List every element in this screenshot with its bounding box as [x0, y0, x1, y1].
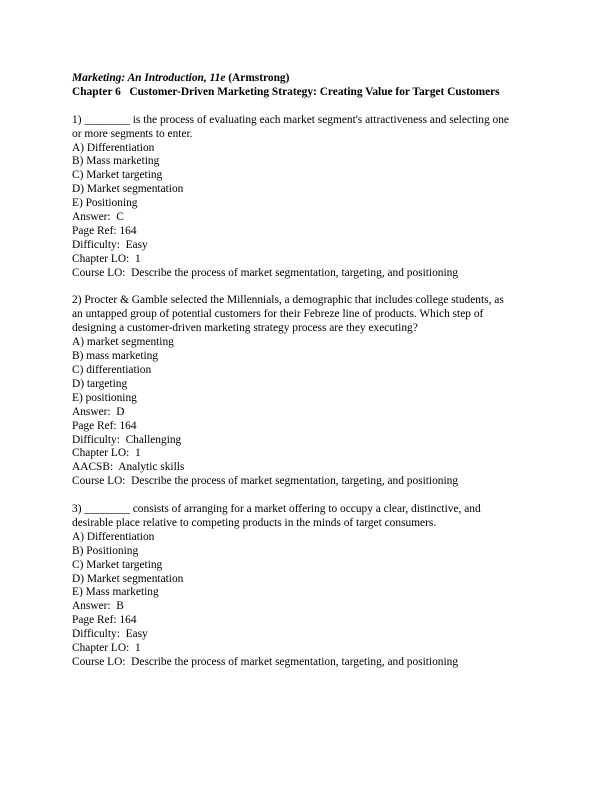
answer-option: D) targeting — [72, 377, 128, 390]
answer-key: Answer: D — [72, 405, 125, 418]
chapter-lo: Chapter LO: 1 — [72, 252, 141, 265]
book-author: (Armstrong) — [225, 72, 290, 84]
answer-option: D) Market segmentation — [72, 572, 184, 585]
question-stem-line: designing a customer-driven marketing strategy process are they executing? — [72, 322, 418, 335]
question-stem-line: 2) Procter & Gamble selected the Millennials, a demographic that includes college students, as — [72, 294, 504, 307]
chapter-lo: Chapter LO: 1 — [72, 642, 141, 655]
course-lo: Course LO: Describe the process of market segmentation, targeting, and positioning — [72, 266, 459, 279]
question-2 — [72, 294, 540, 489]
book-title: Marketing: An Introduction, 11e — [72, 72, 226, 84]
answer-option: D) Market segmentation — [72, 183, 184, 196]
question-stem-line: or more segments to enter. — [72, 127, 193, 140]
difficulty: Difficulty: Easy — [72, 238, 148, 251]
answer-option: C) Market targeting — [72, 169, 163, 182]
chapter-lo: Chapter LO: 1 — [72, 447, 141, 460]
aacsb: AACSB: Analytic skills — [72, 461, 185, 474]
question-stem-line: 1) ________ is the process of evaluating each market segment's attractiveness and selecting one — [72, 113, 509, 126]
page-ref: Page Ref: 164 — [72, 224, 137, 237]
document-header — [72, 72, 540, 100]
answer-key: Answer: C — [72, 211, 124, 224]
question-stem-line: desirable place relative to competing products in the minds of target consumers. — [72, 516, 437, 529]
course-lo: Course LO: Describe the process of market segmentation, targeting, and positioning — [72, 475, 459, 488]
answer-option: E) Mass marketing — [72, 586, 159, 599]
answer-option: E) Positioning — [72, 197, 138, 210]
answer-option: C) differentiation — [72, 364, 152, 376]
question-stem-line: 3) ________ consists of arranging for a market offering to occupy a clear, distinctive, and — [72, 503, 481, 516]
answer-option: B) Positioning — [72, 544, 139, 557]
answer-option: E) positioning — [72, 391, 137, 404]
difficulty: Difficulty: Easy — [72, 628, 148, 641]
answer-option: C) Market targeting — [72, 558, 163, 571]
answer-key: Answer: B — [72, 600, 124, 613]
answer-option: A) market segmenting — [72, 336, 174, 349]
chapter-title: Chapter 6 Customer-Driven Marketing Strategy: Creating Value for Target Customers — [72, 85, 500, 98]
question-3 — [72, 503, 540, 670]
page-ref: Page Ref: 164 — [72, 419, 137, 432]
book-title-line — [72, 72, 540, 86]
answer-option: A) Differentiation — [72, 530, 155, 543]
answer-option: A) Differentiation — [72, 141, 155, 154]
question-1 — [72, 114, 540, 281]
page-ref: Page Ref: 164 — [72, 614, 137, 627]
difficulty: Difficulty: Challenging — [72, 433, 182, 446]
answer-option: B) Mass marketing — [72, 155, 160, 168]
document-page — [72, 72, 540, 670]
answer-option: B) mass marketing — [72, 350, 159, 363]
course-lo: Course LO: Describe the process of market segmentation, targeting, and positioning — [72, 656, 459, 669]
question-stem-line: an untapped group of potential customers for their Febreze line of products. Which step of — [72, 308, 484, 321]
